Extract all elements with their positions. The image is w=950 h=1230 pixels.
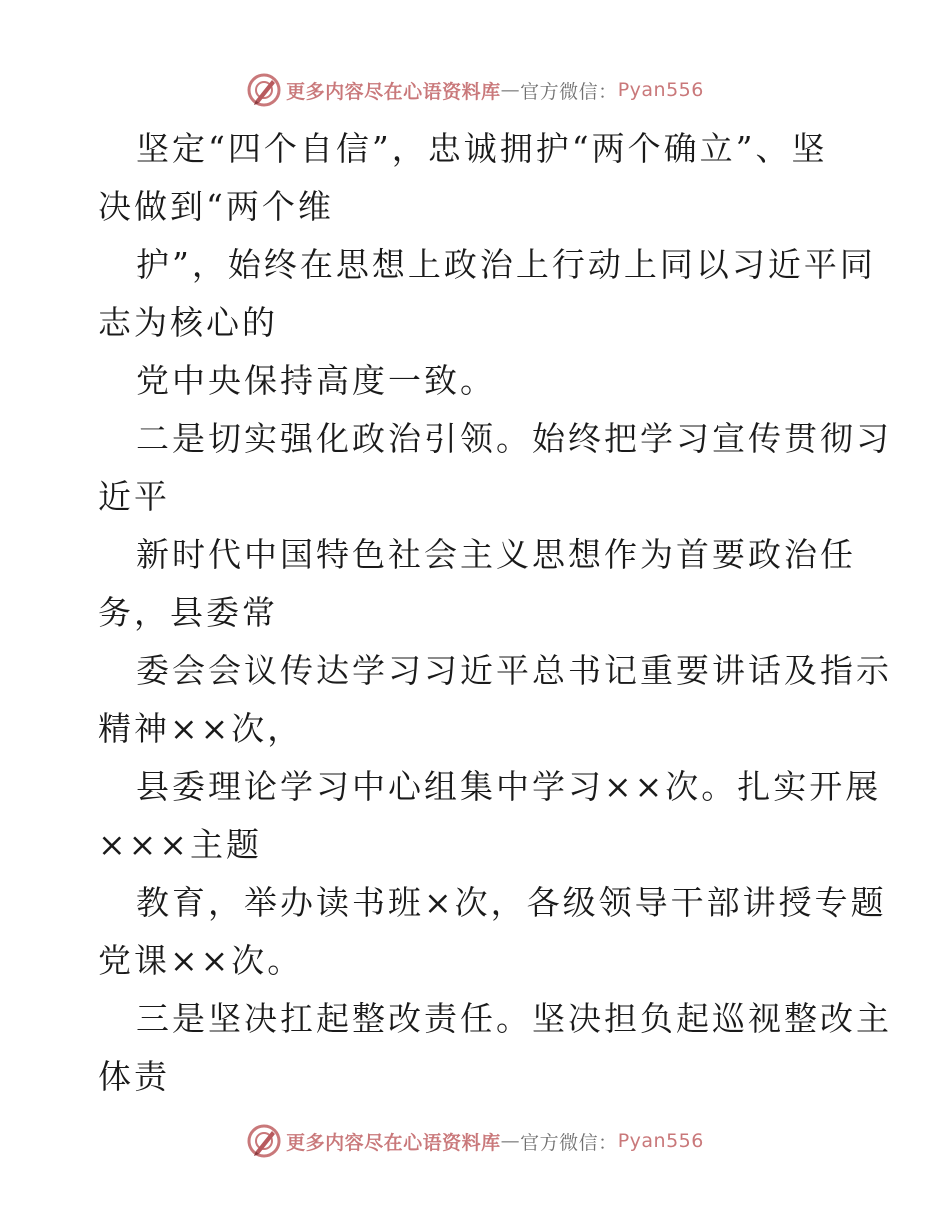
text-line: 新时代中国特色社会主义思想作为首要政治任	[136, 535, 856, 574]
text-line: 近平	[98, 477, 170, 516]
pen-logo-icon	[246, 72, 282, 108]
watermark-dash: —	[500, 79, 521, 101]
text-line: 决做到“两个维	[98, 187, 334, 226]
watermark-wechat-id: Pyan556	[617, 79, 704, 101]
text-line: 三是坚决扛起整改责任。坚决担负起巡视整改主	[136, 999, 892, 1038]
header-watermark	[0, 70, 950, 110]
text-line: 委会会议传达学习习近平总书记重要讲话及指示	[136, 651, 892, 690]
text-line: 县委理论学习中心组集中学习××次。扎实开展	[136, 767, 882, 806]
text-line: 志为核心的	[98, 303, 278, 342]
text-line: ×××主题	[98, 825, 262, 864]
text-line: 党中央保持高度一致。	[136, 361, 496, 400]
footer-watermark	[0, 1121, 950, 1161]
watermark-tail-text: 官方微信：	[520, 1131, 618, 1154]
watermark-lead-text: 更多内容尽在心语资料库	[286, 80, 501, 103]
text-line: 二是切实强化政治引领。始终把学习宣传贯彻习	[136, 419, 892, 458]
pen-logo-icon	[246, 1123, 282, 1159]
text-line: 精神××次，	[98, 709, 304, 748]
text-line: 坚定“四个自信”，忠诚拥护“两个确立”、坚	[136, 129, 828, 168]
document-body	[98, 120, 892, 1106]
watermark-lead-text: 更多内容尽在心语资料库	[286, 1131, 501, 1154]
text-line: 务，县委常	[98, 593, 278, 632]
text-line: 护”，始终在思想上政治上行动上同以习近平同	[136, 245, 876, 284]
watermark-dash: —	[500, 1130, 521, 1152]
text-line: 党课××次。	[98, 941, 304, 980]
text-line: 体责	[98, 1057, 170, 1096]
text-line: 教育，举办读书班×次，各级领导干部讲授专题	[136, 883, 887, 922]
watermark-tail-text: 官方微信：	[520, 80, 618, 103]
watermark-wechat-id: Pyan556	[617, 1130, 704, 1152]
